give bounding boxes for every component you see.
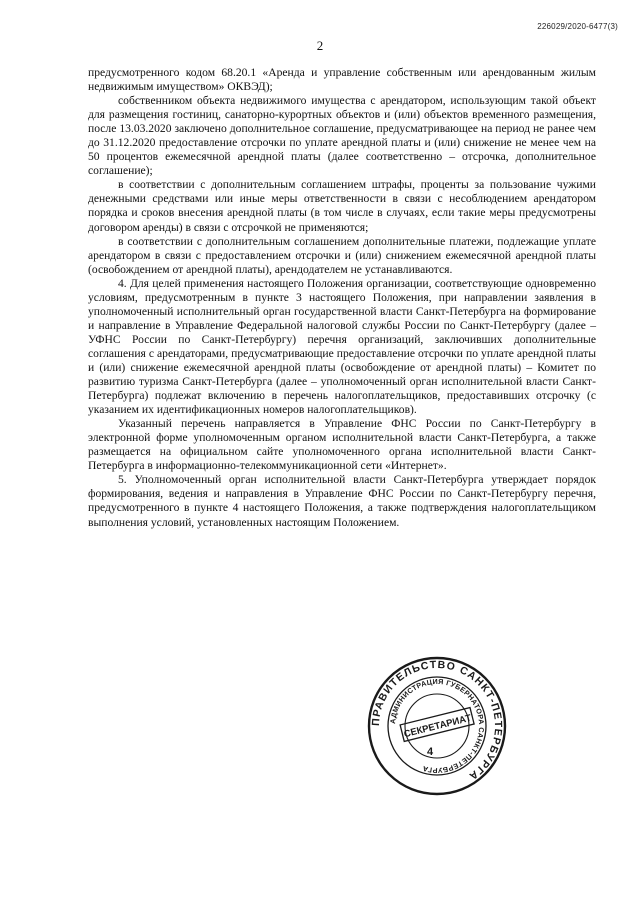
paragraph-1: предусмотренного кодом 68.20.1 «Аренда и управление собственным или арендованным жилым недвижимым имуществом» ОКВЭД); bbox=[88, 66, 596, 94]
paragraph-6: Указанный перечень направляется в Управление ФНС России по Санкт-Петербургу в электронной форме уполномоченным органом исполнительной власти Санкт-Петербурга, а также размещается на официальном сайте уполномоченного органа исполнительной власти Санкт-Петербурга в информационно-телекоммуникационной сети «Интернет». bbox=[88, 417, 596, 473]
paragraph-3: в соответствии с дополнительным соглашением штрафы, проценты за пользование чужими денежными средствами или иные меры ответственности в связи с несоблюдением арендатором порядка и сроков внесения арендной платы (в том числе в случаях, если такие меры предусмотрены договором аренды) в связи с отсрочкой не применяются; bbox=[88, 178, 596, 234]
paragraph-7: 5. Уполномоченный орган исполнительной власти Санкт-Петербурга утверждает порядок формирования, ведения и направления в Управление ФНС России по Санкт-Петербургу перечня, предусмотренного в пункте 4 настоящего Положения, а также подтверждения налогоплательщиком выполнения условий, установленных настоящим Положением. bbox=[88, 473, 596, 529]
document-body bbox=[88, 66, 596, 530]
stamp-outer-text: ПРАВИТЕЛЬСТВО САНКТ-ПЕТЕРБУРГА bbox=[369, 658, 505, 783]
paragraph-5: 4. Для целей применения настоящего Положения организации, соответствующие одновременно условиям, предусмотренным в пункте 3 настоящего Положения, при направлении заявления в уполномоченный исполнительный орган государственной власти Санкт-Петербурга на формирование и направление в Управление Федеральной налоговой службы России по Санкт-Петербургу (далее – УФНС России по Санкт-Петербургу) перечня организаций, заключивших дополнительные соглашения с арендаторами, предусматривающие предоставление отсрочки по уплате арендной платы и (или) снижение ежемесячной арендной платы (освобождение от арендной платы) – Комитет по развитию туризма Санкт-Петербурга (далее – уполномоченный орган исполнительной власти Санкт-Петербурга) подлежат включению в перечень налогоплательщиков, предоставивших отсрочку (с указанием их идентификационных номеров налогоплательщиков). bbox=[88, 276, 596, 417]
stamp-seal-icon bbox=[366, 655, 508, 797]
paragraph-2: собственником объекта недвижимого имущества с арендатором, использующим такой объект для размещения гостиниц, санаторно-курортных объектов и (или) объектов временного размещения, после 13.03.2020 заключено дополнительное соглашение, предусматривающее на период не ранее чем до 31.12.2020 предоставление отсрочки по уплате арендной платы и (или) снижение не менее чем на 50 процентов ежемесячной арендной платы (далее соответственно – отсрочка, дополнительное соглашение); bbox=[88, 94, 596, 178]
document-id: 226029/2020-6477(3) bbox=[537, 22, 618, 31]
official-stamp bbox=[366, 655, 508, 797]
paragraph-4: в соответствии с дополнительным соглашением дополнительные платежи, подлежащие уплате арендатором в связи с предоставлением отсрочки и (или) снижением ежемесячной арендной платы (освобождением от арендной платы), арендодателем не устанавливаются. bbox=[88, 234, 596, 276]
stamp-number: 4 bbox=[426, 746, 434, 758]
page-number: 2 bbox=[316, 38, 324, 53]
stamp-center-text: СЕКРЕТАРИАТ bbox=[402, 712, 473, 741]
stamp-inner-text: АДМИНИСТРАЦИЯ ГУБЕРНАТОРА САНКТ-ПЕТЕРБУРГА bbox=[387, 676, 487, 776]
